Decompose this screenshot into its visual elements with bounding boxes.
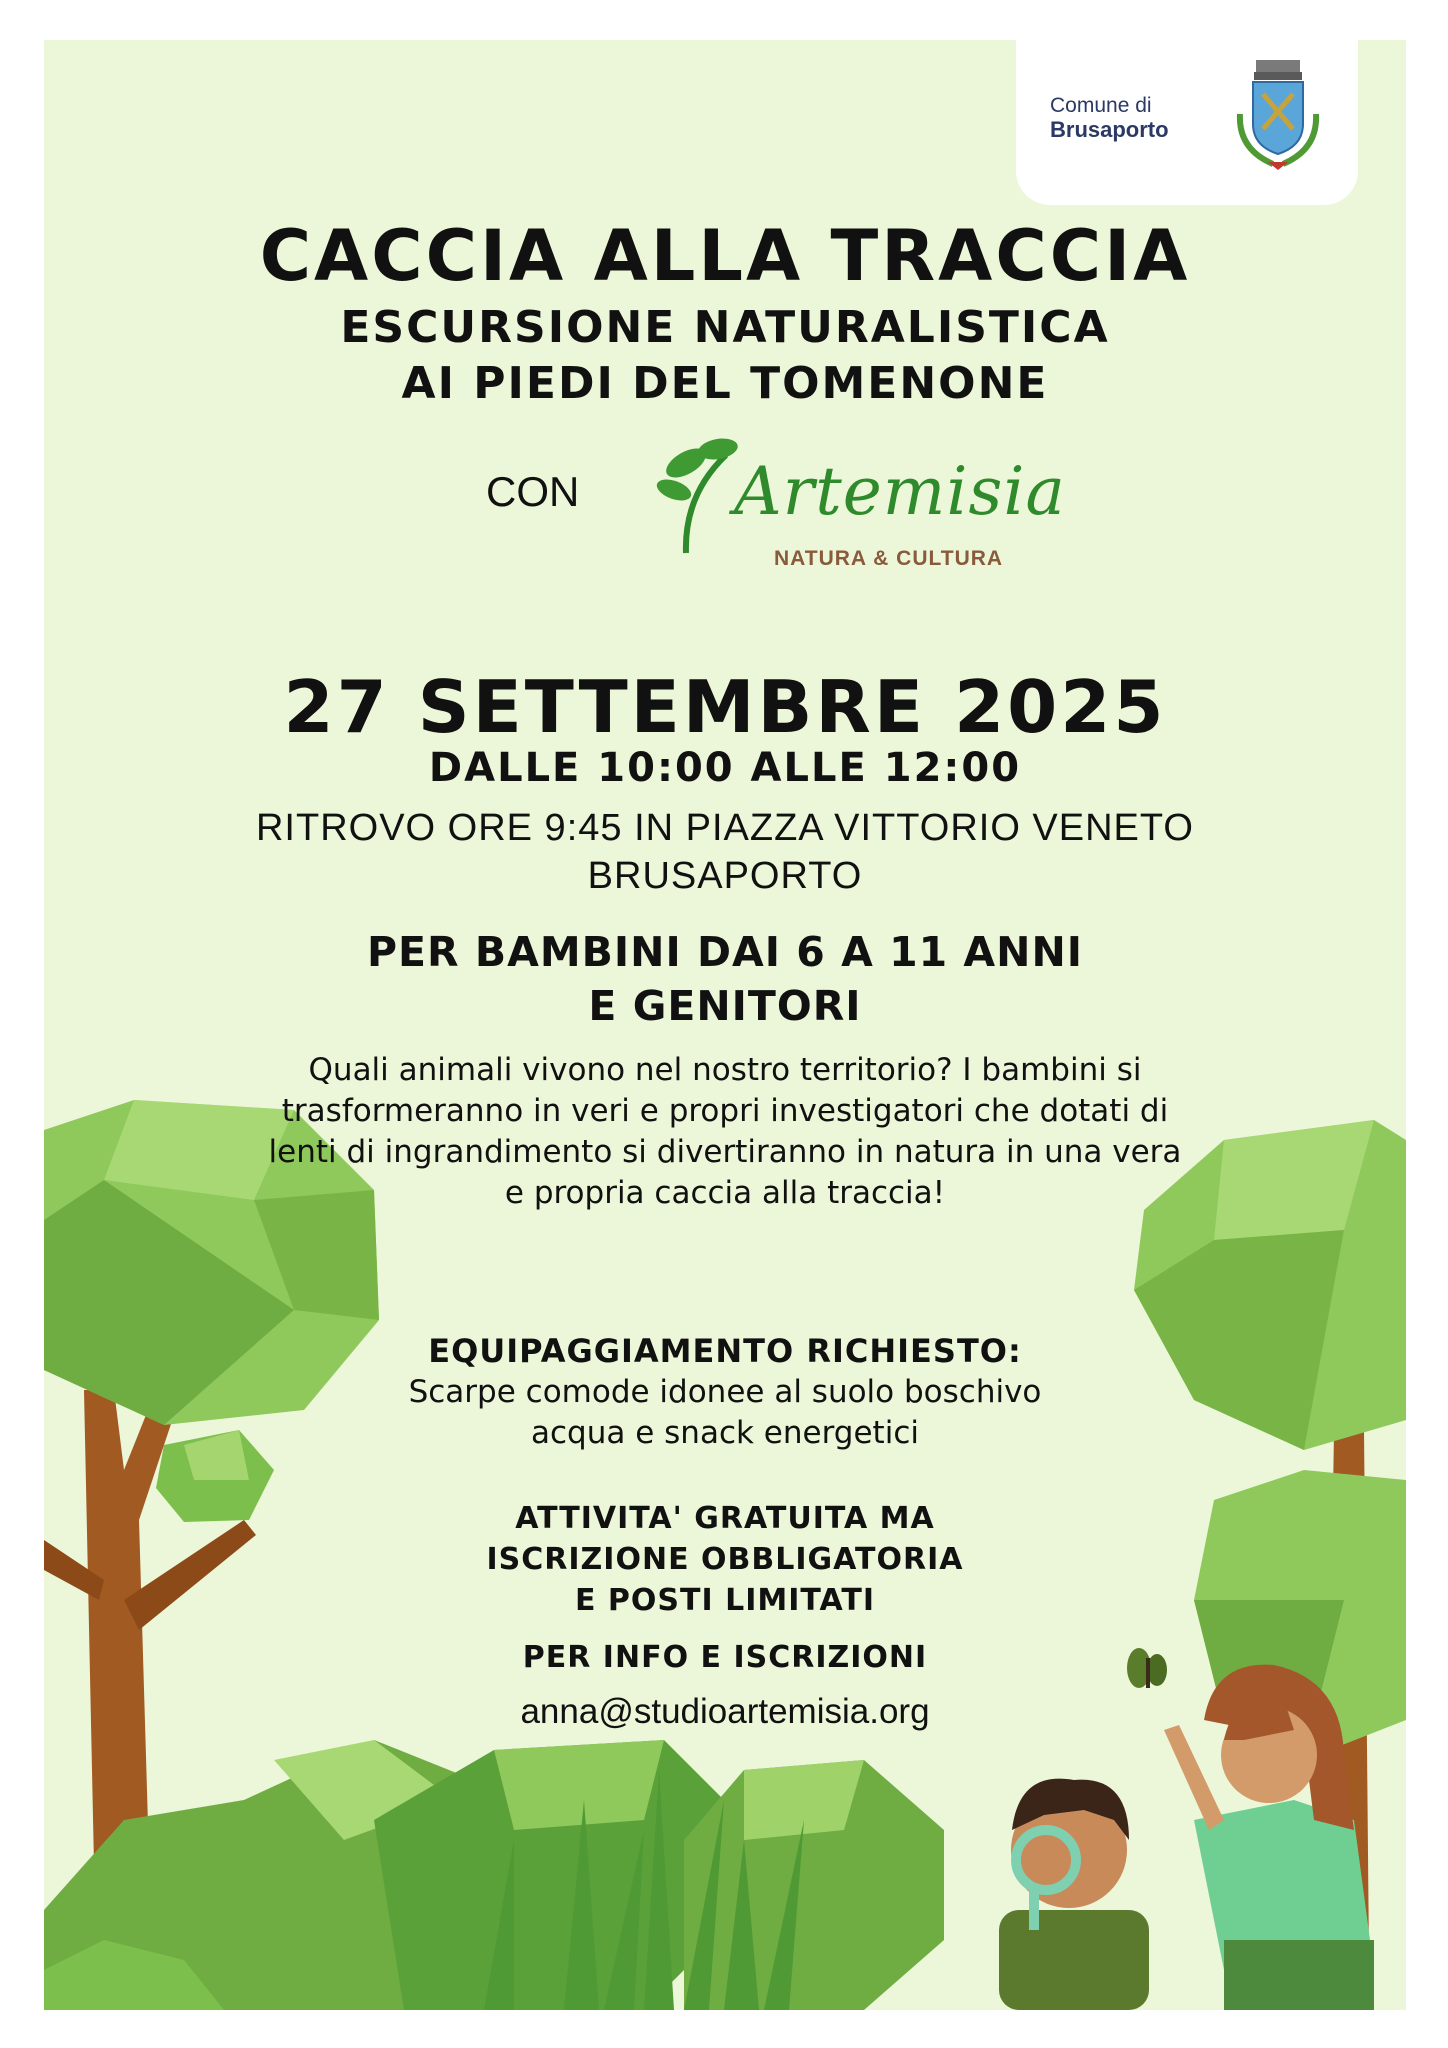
audience-line1: PER BAMBINI DAI 6 A 11 ANNI — [366, 928, 1084, 976]
info-heading: PER INFO E ISCRIZIONI — [522, 1640, 928, 1675]
partner-name: Artemisia — [734, 453, 1066, 530]
notice-line: ISCRIZIONE OBBLIGATORIA — [486, 1542, 964, 1577]
description-line: lenti di ingrandimento si divertiranno in natura in una vera — [268, 1134, 1182, 1170]
municipality-label: Comune di — [1050, 94, 1152, 117]
contact-email[interactable]: anna@studioartemisia.org — [520, 1692, 930, 1731]
equipment-list — [44, 1372, 1406, 1454]
description-line: Quali animali vivono nel nostro territorio? I bambini si — [308, 1052, 1142, 1088]
event-title: CACCIA ALLA TRACCIA — [259, 215, 1191, 297]
meeting-point — [44, 804, 1406, 900]
partner-tagline: NATURA & CULTURA — [774, 547, 1004, 570]
leaf-icon — [656, 435, 746, 555]
with-label: CON — [486, 468, 580, 515]
event-description — [44, 1050, 1406, 1214]
municipality-town: Brusaporto — [1050, 117, 1169, 142]
event-subtitle-line1: ESCURSIONE NATURALISTICA — [340, 302, 1110, 353]
equipment-item: acqua e snack energetici — [531, 1415, 919, 1451]
municipality-logo — [1016, 40, 1358, 205]
child-boy — [999, 1779, 1149, 2010]
event-time: DALLE 10:00 ALLE 12:00 — [428, 745, 1022, 791]
audience — [44, 925, 1406, 1033]
town-crest-icon — [1228, 54, 1328, 174]
notice-line: ATTIVITA' GRATUITA MA — [515, 1501, 935, 1536]
event-date: 27 SETTEMBRE 2025 — [283, 665, 1167, 749]
description-line: e propria caccia alla traccia! — [504, 1175, 946, 1211]
registration-notice — [44, 1498, 1406, 1621]
meeting-line1: RITROVO ORE 9:45 IN PIAZZA VITTORIO VENETO — [255, 807, 1194, 849]
equipment-heading: EQUIPAGGIAMENTO RICHIESTO: — [428, 1332, 1022, 1370]
audience-line2: E GENITORI — [588, 982, 862, 1030]
municipality-name — [1050, 94, 1169, 142]
event-subtitle-line2: AI PIEDI DEL TOMENONE — [401, 358, 1049, 409]
event-poster — [44, 40, 1406, 2010]
description-line: trasformeranno in veri e propri investigatori che dotati di — [281, 1093, 1169, 1129]
equipment-item: Scarpe comode idonee al suolo boschivo — [408, 1374, 1042, 1410]
artemisia-logo — [656, 435, 1066, 595]
meeting-line2: BRUSAPORTO — [587, 855, 863, 897]
notice-line: E POSTI LIMITATI — [574, 1583, 876, 1618]
